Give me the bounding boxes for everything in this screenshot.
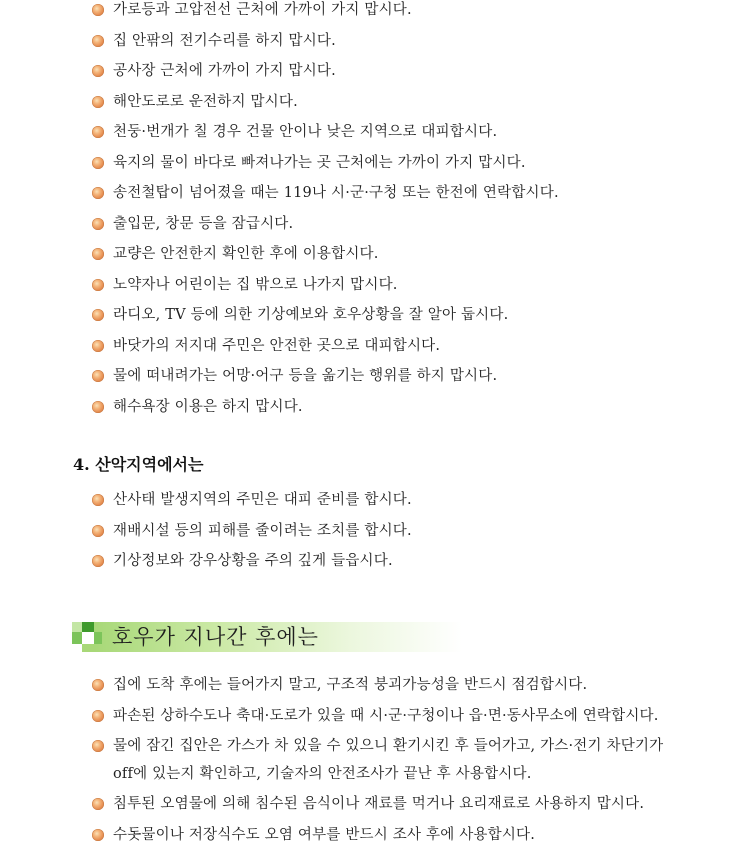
list-item: 기상정보와 강우상황을 주의 깊게 들읍시다. (92, 551, 412, 582)
list-item: 육지의 물이 바다로 빠져나가는 곳 근처에는 가까이 가지 맙시다. (92, 153, 559, 184)
bullet-icon (92, 525, 104, 537)
list-item: 물에 떠내려가는 어망·어구 등을 옮기는 행위를 하지 맙시다. (92, 366, 559, 397)
list-item: 공사장 근처에 가까이 가지 맙시다. (92, 61, 559, 92)
list-item: 집 안팎의 전기수리를 하지 맙시다. (92, 31, 559, 62)
list-item: 파손된 상하수도나 축대·도로가 있을 때 시·군·구청이나 읍·면·동사무소에 연락합시다. (92, 706, 673, 737)
list-item: 천둥·번개가 칠 경우 건물 안이나 낮은 지역으로 대피합시다. (92, 122, 559, 153)
list-item: 가로등과 고압전선 근처에 가까이 가지 맙시다. (92, 0, 559, 31)
banner-square-icon (72, 622, 102, 652)
list-item: 집에 도착 후에는 들어가지 말고, 구조적 붕괴가능성을 반드시 점검합시다. (92, 675, 673, 706)
bullet-icon (92, 309, 104, 321)
bullet-icon (92, 340, 104, 352)
list-item: 해안도로로 운전하지 맙시다. (92, 92, 559, 123)
list-item: 라디오, TV 등에 의한 기상예보와 호우상황을 잘 알아 둡시다. (92, 305, 559, 336)
safety-list-mountain (92, 490, 412, 582)
safety-list-after (92, 675, 673, 855)
bullet-icon (92, 126, 104, 138)
bullet-icon (92, 401, 104, 413)
section-banner (72, 620, 462, 654)
bullet-icon (92, 710, 104, 722)
bullet-icon (92, 279, 104, 291)
list-item: 해수욕장 이용은 하지 맙시다. (92, 397, 559, 428)
bullet-icon (92, 157, 104, 169)
bullet-icon (92, 4, 104, 16)
bullet-icon (92, 740, 104, 752)
bullet-icon (92, 555, 104, 567)
list-item: 재배시설 등의 피해를 줄이려는 조치를 합시다. (92, 521, 412, 552)
section-heading-mountain: 4. 산악지역에서는 (73, 452, 203, 475)
safety-list-top (92, 0, 559, 427)
bullet-icon (92, 187, 104, 199)
bullet-icon (92, 248, 104, 260)
list-item: 송전철탑이 넘어졌을 때는 119나 시·군·구청 또는 한전에 연락합시다. (92, 183, 559, 214)
bullet-icon (92, 798, 104, 810)
list-item: 출입문, 창문 등을 잠급시다. (92, 214, 559, 245)
bullet-icon (92, 35, 104, 47)
bullet-icon (92, 65, 104, 77)
bullet-icon (92, 494, 104, 506)
banner-title: 호우가 지나간 후에는 (112, 623, 319, 651)
list-item: 물에 잠긴 집안은 가스가 차 있을 수 있으니 환기시킨 후 들어가고, 가스·전기 차단기가 off에 있는지 확인하고, 기술자의 안전조사가 끝난 후 사용합시다. (92, 732, 673, 794)
list-item: 노약자나 어린이는 집 밖으로 나가지 맙시다. (92, 275, 559, 306)
bullet-icon (92, 370, 104, 382)
list-item: 바닷가의 저지대 주민은 안전한 곳으로 대피합시다. (92, 336, 559, 367)
list-item: 수돗물이나 저장식수도 오염 여부를 반드시 조사 후에 사용합시다. (92, 825, 673, 855)
bullet-icon (92, 218, 104, 230)
list-item: 산사태 발생지역의 주민은 대피 준비를 합시다. (92, 490, 412, 521)
list-item: 교량은 안전한지 확인한 후에 이용합시다. (92, 244, 559, 275)
bullet-icon (92, 829, 104, 841)
bullet-icon (92, 96, 104, 108)
bullet-icon (92, 679, 104, 691)
list-item: 침투된 오염물에 의해 침수된 음식이나 재료를 먹거나 요리재료로 사용하지 맙시다. (92, 794, 673, 825)
